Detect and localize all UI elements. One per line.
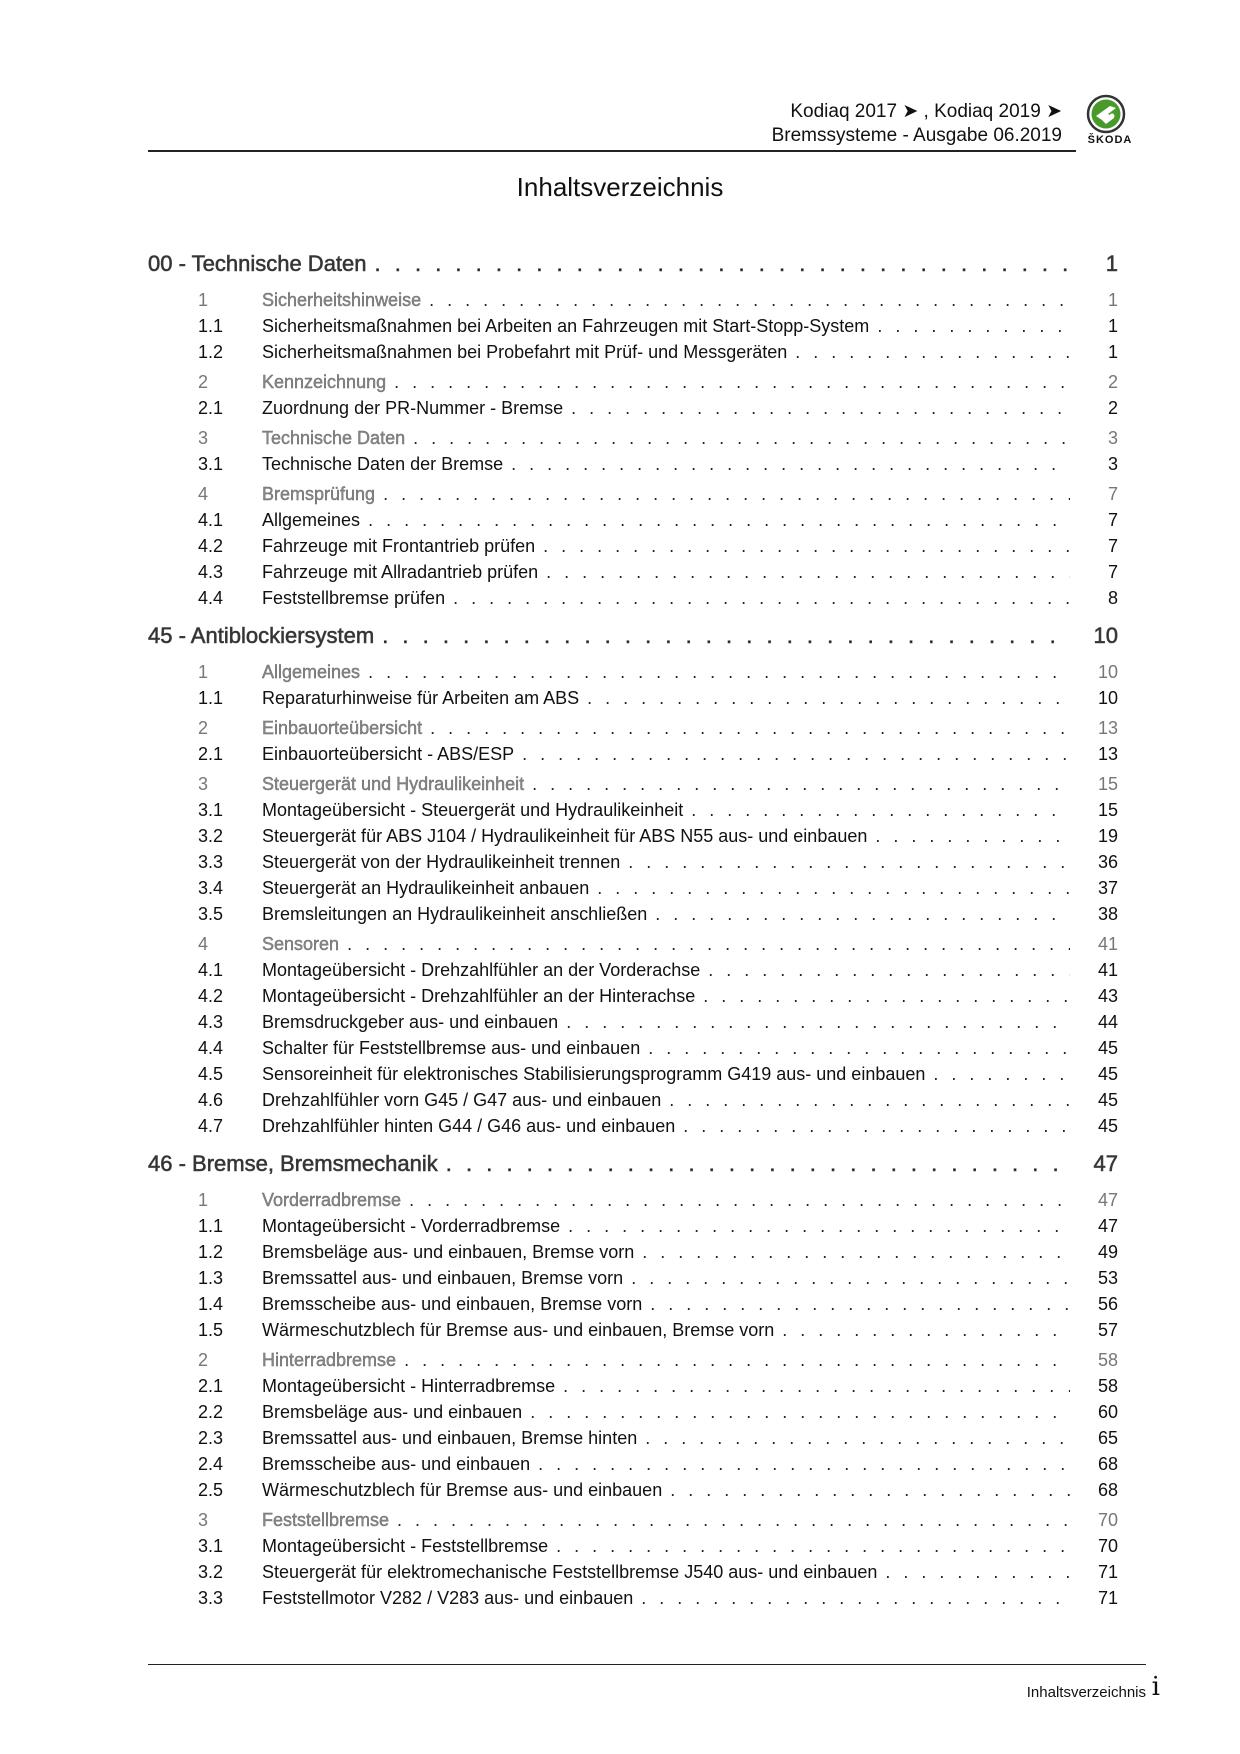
toc-entry-number: 3.2 [198,826,224,846]
toc-subsection-row[interactable] [148,1242,1118,1268]
toc-entry-number: 2.4 [198,1454,224,1474]
toc-entry-page: 41 [1097,934,1118,954]
toc-subsection-row[interactable] [148,1454,1118,1480]
toc-dot-leader [511,454,1070,475]
toc-entry-number: 3.2 [198,1562,224,1582]
toc-subsection-row[interactable] [148,342,1118,368]
toc-entry-title: Bremsdruckgeber aus- und einbauen [262,1012,559,1032]
toc-entry-title: Steuergerät für ABS J104 / Hydraulikeinheit für ABS N55 aus- und einbauen [262,826,868,846]
toc-entry-title: Bremsscheibe aus- und einbauen [262,1454,531,1474]
toc-entry-page: 3 [1107,428,1118,448]
toc-entry-page: 1 [1105,251,1118,276]
toc-entry-number: 3 [198,774,209,794]
toc-dot-leader [933,1064,1070,1085]
toc-entry-page: 45 [1097,1064,1118,1084]
toc-subsection-row[interactable] [148,960,1118,986]
toc-entry-page: 57 [1097,1320,1118,1340]
toc-dot-leader [530,1402,1070,1423]
footer-label: Inhaltsverzeichnis [1026,1684,1146,1701]
toc-subsection-row[interactable] [148,800,1118,826]
toc-dot-leader [708,960,1070,981]
toc-entry-title: Bremsprüfung [262,484,376,504]
toc-entry-number: 2 [198,1350,209,1370]
toc-dot-leader [795,342,1070,363]
toc-dot-leader [538,1454,1070,1475]
toc-dot-leader [375,251,1070,277]
toc-subsection-row[interactable] [148,588,1118,614]
toc-subsection-row[interactable] [148,744,1118,770]
toc-subsection-row[interactable] [148,562,1118,588]
toc-entry-number: 3 [198,1510,209,1530]
toc-entry-page: 10 [1097,688,1118,708]
toc-dot-leader [394,372,1070,393]
toc-entry-number: 1 [198,662,209,682]
toc-entry-title: Allgemeines [262,662,361,682]
toc-subsection-row[interactable] [148,454,1118,480]
page-title: Inhaltsverzeichnis [516,172,724,202]
toc-entry-page: 45 [1097,1090,1118,1110]
header-model-line: Kodiaq 2017 ➤ , Kodiaq 2019 ➤ [790,101,1062,122]
toc-entry-number: 2.5 [198,1480,224,1500]
toc-dot-leader [650,1294,1070,1315]
toc-subsection-row[interactable] [148,1116,1118,1142]
table-of-contents [148,242,1118,1614]
header-rule [148,150,1076,152]
toc-entry-number: 1.2 [198,342,224,362]
toc-entry-title: Reparaturhinweise für Arbeiten am ABS [262,688,580,708]
toc-entry-number: 2.1 [198,398,224,418]
toc-dot-leader [641,1588,1070,1609]
toc-entry-number: 3.1 [198,800,224,820]
toc-dot-leader [397,1510,1070,1531]
toc-entry-number: 4.4 [198,1038,224,1058]
toc-entry-title: Sensoreinheit für elektronisches Stabilisierungsprogramm G419 aus- und einbauen [262,1064,926,1084]
toc-section-row[interactable] [148,718,1118,744]
toc-dot-leader [383,484,1070,505]
toc-entry-title: 00 - Technische Daten [148,251,367,276]
toc-entry-title: Feststellmotor V282 / V283 aus- und einbauen [262,1588,634,1608]
toc-subsection-row[interactable] [148,1562,1118,1588]
toc-subsection-row[interactable] [148,688,1118,714]
toc-entry-page: 53 [1097,1268,1118,1288]
toc-subsection-row[interactable] [148,826,1118,852]
toc-entry-title: Montageübersicht - Drehzahlfühler an der Vorderachse [262,960,701,980]
toc-dot-leader [409,1190,1070,1211]
toc-entry-title: Sicherheitsmaßnahmen bei Arbeiten an Fahrzeugen mit Start-Stopp-System [262,316,870,336]
toc-entry-title: Montageübersicht - Hinterradbremse [262,1376,556,1396]
toc-entry-page: 70 [1097,1536,1118,1556]
toc-subsection-row[interactable] [148,1536,1118,1562]
toc-entry-page: 19 [1097,826,1118,846]
toc-entry-title: Montageübersicht - Steuergerät und Hydraulikeinheit [262,800,684,820]
toc-dot-leader [556,1536,1070,1557]
toc-entry-number: 3.5 [198,904,224,924]
toc-entry-title: Vorderradbremse [262,1190,402,1210]
toc-entry-title: Montageübersicht - Vorderradbremse [262,1216,561,1236]
toc-dot-leader [877,316,1070,337]
toc-dot-leader [571,398,1070,419]
footer-rule [148,1664,1146,1665]
toc-entry-number: 4.1 [198,960,224,980]
toc-entry-title: Wärmeschutzblech für Bremse aus- und einbauen, Bremse vorn [262,1320,775,1340]
toc-entry-page: 49 [1097,1242,1118,1262]
toc-chapter-row[interactable] [148,614,1118,658]
toc-subsection-row[interactable] [148,398,1118,424]
toc-entry-page: 1 [1107,290,1118,310]
toc-subsection-row[interactable] [148,878,1118,904]
toc-entry-number: 3 [198,428,209,448]
toc-dot-leader [670,1480,1070,1501]
header-text [772,100,1062,148]
toc-entry-page: 2 [1107,398,1118,418]
toc-entry-title: Bremsbeläge aus- und einbauen, Bremse vorn [262,1242,635,1262]
toc-entry-title: Technische Daten [262,428,406,448]
toc-subsection-row[interactable] [148,1428,1118,1454]
toc-entry-page: 7 [1107,562,1118,582]
toc-dot-leader [382,623,1070,649]
toc-entry-number: 3.1 [198,1536,224,1556]
footer-page-number: i [1151,1672,1160,1702]
toc-dot-leader [568,1216,1070,1237]
toc-entry-number: 4 [198,934,209,954]
toc-section-row[interactable] [148,1190,1118,1216]
toc-entry-title: Hinterradbremse [262,1350,397,1370]
toc-entry-title: Bremsscheibe aus- und einbauen, Bremse vorn [262,1294,643,1314]
toc-entry-number: 4.3 [198,562,224,582]
toc-dot-leader [875,826,1070,847]
toc-entry-page: 65 [1097,1428,1118,1448]
toc-dot-leader [566,1012,1070,1033]
toc-entry-title: Steuergerät von der Hydraulikeinheit trennen [262,852,621,872]
toc-section-row[interactable] [148,1350,1118,1376]
toc-entry-number: 4.7 [198,1116,224,1136]
toc-entry-number: 1.1 [198,1216,224,1236]
toc-dot-leader [628,852,1070,873]
toc-section-row[interactable] [148,372,1118,398]
toc-subsection-row[interactable] [148,1480,1118,1506]
toc-subsection-row[interactable] [148,1090,1118,1116]
toc-dot-leader [453,588,1070,609]
toc-dot-leader [782,1320,1070,1341]
toc-entry-title: Montageübersicht - Feststellbremse [262,1536,549,1556]
toc-entry-title: 45 - Antiblockiersystem [148,623,375,648]
toc-dot-leader [648,1038,1070,1059]
toc-entry-title: 46 - Bremse, Bremsmechanik [148,1151,438,1176]
toc-entry-page: 58 [1097,1350,1118,1370]
toc-section-row[interactable] [148,774,1118,800]
toc-entry-number: 3.4 [198,878,224,898]
toc-entry-title: Sicherheitsmaßnahmen bei Probefahrt mit Prüf- und Messgeräten [262,342,788,362]
toc-entry-page: 71 [1097,1588,1118,1608]
toc-entry-page: 15 [1097,800,1118,820]
toc-section-row[interactable] [148,934,1118,960]
toc-subsection-row[interactable] [148,1268,1118,1294]
toc-entry-title: Schalter für Feststellbremse aus- und einbauen [262,1038,641,1058]
brand-wordmark: ŠKODA [1087,134,1133,146]
toc-entry-page: 2 [1107,372,1118,392]
toc-entry-page: 60 [1097,1402,1118,1422]
toc-subsection-row[interactable] [148,986,1118,1012]
toc-section-row[interactable] [148,662,1118,688]
toc-subsection-row[interactable] [148,904,1118,930]
toc-entry-number: 2 [198,718,209,738]
toc-subsection-row[interactable] [148,510,1118,536]
toc-entry-title: Einbauorteübersicht - ABS/ESP [262,744,515,764]
toc-entry-page: 10 [1097,662,1118,682]
toc-subsection-row[interactable] [148,1064,1118,1090]
toc-dot-leader [703,986,1070,1007]
toc-entry-page: 47 [1097,1190,1118,1210]
toc-dot-leader [885,1562,1070,1583]
page-header [148,94,1146,150]
toc-entry-number: 1.3 [198,1268,224,1288]
toc-entry-title: Drehzahlfühler hinten G44 / G46 aus- und einbauen [262,1116,676,1136]
toc-dot-leader [446,1151,1070,1177]
toc-entry-title: Fahrzeuge mit Frontantrieb prüfen [262,536,536,556]
toc-dot-leader [597,878,1070,899]
toc-section-row[interactable] [148,290,1118,316]
toc-entry-number: 3.3 [198,1588,224,1608]
toc-entry-number: 4.4 [198,588,224,608]
toc-entry-title: Feststellbremse prüfen [262,588,446,608]
toc-entry-page: 43 [1097,986,1118,1006]
toc-dot-leader [691,800,1070,821]
toc-dot-leader [683,1116,1070,1137]
toc-entry-page: 13 [1097,718,1118,738]
toc-entry-number: 4.6 [198,1090,224,1110]
toc-entry-page: 13 [1097,744,1118,764]
toc-dot-leader [642,1242,1070,1263]
toc-entry-title: Steuergerät an Hydraulikeinheit anbauen [262,878,590,898]
toc-entry-number: 1.5 [198,1320,224,1340]
toc-subsection-row[interactable] [148,852,1118,878]
toc-subsection-row[interactable] [148,1588,1118,1614]
toc-entry-title: Bremssattel aus- und einbauen, Bremse hinten [262,1428,638,1448]
toc-entry-number: 4 [198,484,209,504]
toc-subsection-row[interactable] [148,1320,1118,1346]
toc-entry-title: Kennzeichnung [262,372,387,392]
toc-dot-leader [587,688,1070,709]
toc-entry-page: 44 [1097,1012,1118,1032]
toc-entry-page: 10 [1093,623,1118,648]
toc-chapter-row[interactable] [148,242,1118,286]
header-doc-line: Bremssysteme - Ausgabe 06.2019 [771,125,1062,146]
toc-entry-title: Drehzahlfühler vorn G45 / G47 aus- und einbauen [262,1090,662,1110]
toc-entry-title: Montageübersicht - Drehzahlfühler an der Hinterachse [262,986,696,1006]
toc-section-row[interactable] [148,484,1118,510]
toc-entry-title: Sicherheitshinweise [262,290,422,310]
toc-subsection-row[interactable] [148,536,1118,562]
toc-entry-number: 1.4 [198,1294,224,1314]
toc-entry-title: Allgemeines [262,510,361,530]
toc-entry-title: Wärmeschutzblech für Bremse aus- und einbauen [262,1480,663,1500]
toc-entry-title: Sensoren [262,934,340,954]
toc-entry-page: 70 [1097,1510,1118,1530]
toc-entry-title: Bremssattel aus- und einbauen, Bremse vorn [262,1268,624,1288]
toc-dot-leader [368,510,1070,531]
toc-entry-title: Technische Daten der Bremse [262,454,504,474]
toc-entry-page: 45 [1097,1038,1118,1058]
toc-entry-number: 2.1 [198,744,224,764]
toc-subsection-row[interactable] [148,316,1118,342]
toc-subsection-row[interactable] [148,1402,1118,1428]
toc-entry-title: Feststellbremse [262,1510,390,1530]
toc-entry-number: 2.3 [198,1428,224,1448]
toc-dot-leader [563,1376,1070,1397]
toc-entry-title: Bremsleitungen an Hydraulikeinheit anschließen [262,904,648,924]
toc-dot-leader [655,904,1070,925]
toc-entry-page: 58 [1097,1376,1118,1396]
toc-entry-number: 3.3 [198,852,224,872]
toc-dot-leader [546,562,1070,583]
toc-entry-page: 41 [1097,960,1118,980]
toc-entry-number: 1.2 [198,1242,224,1262]
toc-dot-leader [368,662,1070,683]
toc-entry-number: 2.1 [198,1376,224,1396]
toc-entry-page: 7 [1107,536,1118,556]
toc-entry-page: 71 [1097,1562,1118,1582]
toc-dot-leader [631,1268,1070,1289]
toc-entry-number: 1.1 [198,316,224,336]
toc-entry-page: 7 [1107,510,1118,530]
toc-subsection-row[interactable] [148,1294,1118,1320]
toc-dot-leader [532,774,1070,795]
toc-entry-number: 4.1 [198,510,224,530]
toc-dot-leader [522,744,1070,765]
toc-entry-number: 1.1 [198,688,224,708]
toc-dot-leader [404,1350,1070,1371]
toc-entry-page: 3 [1107,454,1118,474]
toc-subsection-row[interactable] [148,1216,1118,1242]
toc-dot-leader [669,1090,1070,1111]
toc-entry-page: 7 [1107,484,1118,504]
toc-entry-number: 4.5 [198,1064,224,1084]
toc-entry-title: Steuergerät und Hydraulikeinheit [262,774,525,794]
toc-dot-leader [430,718,1070,739]
toc-entry-number: 3.1 [198,454,224,474]
toc-entry-number: 2 [198,372,209,392]
toc-entry-page: 47 [1097,1216,1118,1236]
toc-entry-number: 4.2 [198,536,224,556]
toc-entry-page: 68 [1097,1454,1118,1474]
toc-entry-number: 4.2 [198,986,224,1006]
toc-dot-leader [413,428,1070,449]
toc-entry-page: 38 [1097,904,1118,924]
toc-subsection-row[interactable] [148,1012,1118,1038]
toc-section-row[interactable] [148,1510,1118,1536]
toc-entry-number: 1 [198,1190,209,1210]
toc-entry-title: Steuergerät für elektromechanische Feststellbremse J540 aus- und einbauen [262,1562,878,1582]
toc-entry-page: 47 [1093,1151,1118,1176]
toc-entry-title: Einbauorteübersicht [262,718,423,738]
toc-chapter-row[interactable] [148,1142,1118,1186]
toc-entry-page: 36 [1097,852,1118,872]
toc-dot-leader [429,290,1070,311]
toc-dot-leader [347,934,1070,955]
toc-section-row[interactable] [148,428,1118,454]
toc-entry-page: 1 [1107,342,1118,362]
toc-entry-number: 2.2 [198,1402,224,1422]
toc-entry-page: 45 [1097,1116,1118,1136]
toc-dot-leader [645,1428,1070,1449]
toc-entry-number: 4.3 [198,1012,224,1032]
toc-entry-title: Zuordnung der PR-Nummer - Bremse [262,398,564,418]
toc-entry-title: Bremsbeläge aus- und einbauen [262,1402,523,1422]
toc-entry-page: 8 [1107,588,1118,608]
toc-entry-page: 15 [1097,774,1118,794]
toc-subsection-row[interactable] [148,1376,1118,1402]
toc-entry-number: 1 [198,290,209,310]
toc-entry-page: 56 [1097,1294,1118,1314]
toc-entry-page: 68 [1097,1480,1118,1500]
toc-entry-page: 37 [1097,878,1118,898]
toc-entry-title: Fahrzeuge mit Allradantrieb prüfen [262,562,539,582]
toc-entry-page: 1 [1107,316,1118,336]
toc-dot-leader [543,536,1070,557]
toc-subsection-row[interactable] [148,1038,1118,1064]
